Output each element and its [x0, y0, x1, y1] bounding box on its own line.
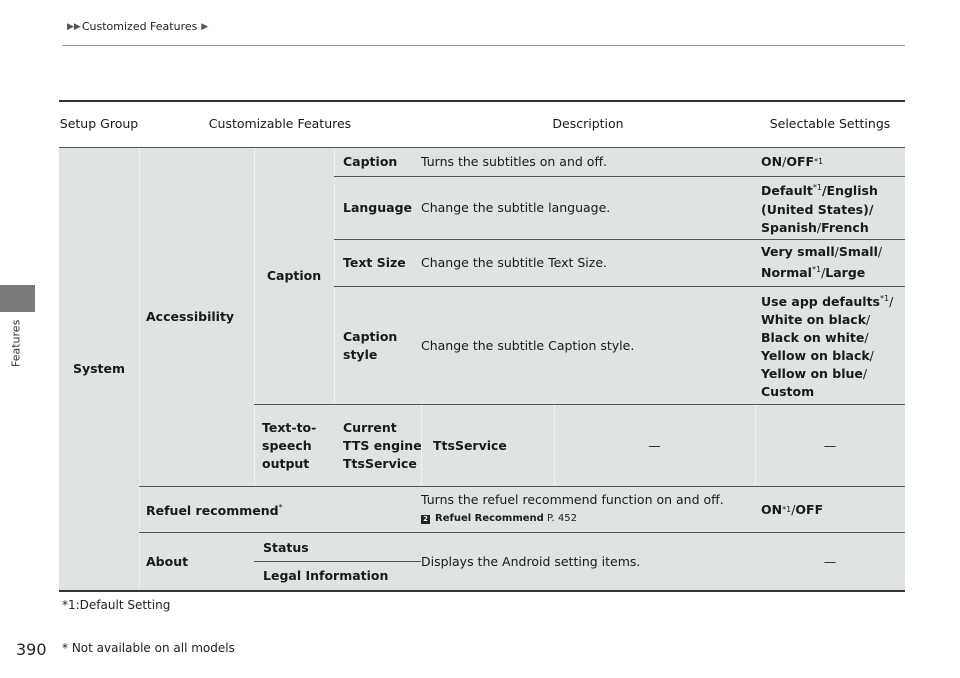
col-sep [334, 148, 335, 403]
group-caption: Caption [266, 267, 322, 283]
feature-caption-style: Caption style [343, 328, 398, 362]
breadcrumb [66, 20, 209, 33]
feature-text-size: Text Size [343, 255, 406, 270]
desc-about: Displays the Android setting items. [421, 553, 641, 569]
tts-engine-label: Current TTS engine TtsService [343, 420, 422, 471]
col-sep [421, 405, 422, 487]
default-setting-note: *1:Default Setting [62, 598, 171, 612]
breadcrumb-section[interactable]: Customized Features [81, 20, 198, 33]
desc-caption-style: Change the subtitle Caption style. [421, 337, 635, 353]
header-rule [62, 45, 905, 46]
arrow-icon: ▶ [198, 21, 209, 32]
feature-refuel: Refuel recommend* [146, 502, 283, 519]
group-system: System [72, 361, 126, 376]
group-about: About [146, 553, 189, 569]
settings-language: Default$^{*1}$/English (United States)/ Spanish/French [761, 183, 878, 235]
group-accessibility: Accessibility [146, 309, 235, 324]
header-description: Description [552, 115, 624, 131]
desc-text-size: Change the subtitle Text Size. [421, 255, 607, 270]
cross-reference[interactable]: 2 Refuel Recommend P. 452 [421, 510, 724, 528]
settings-text-size: Very small/Small/ Normal$^{*1}$/Large [761, 244, 883, 281]
tts-settings: — [823, 438, 837, 453]
availability-footnote: * Not available on all models [62, 641, 235, 655]
desc-language: Change the subtitle language. [421, 200, 611, 215]
feature-caption: Caption [343, 154, 398, 169]
header-features: Customizable Features [208, 115, 352, 131]
settings-caption-style: Use app defaults$^{*1}$/ White on black/ Black on white/ Yellow on black/ Yellow on blue/ Custom [761, 293, 894, 400]
feature-language: Language [343, 200, 413, 215]
settings-about: — [823, 553, 837, 569]
tts-description: — [648, 438, 661, 453]
side-tab [0, 285, 35, 312]
col-sep [139, 148, 140, 590]
reference-arrow-icon: 2 [421, 515, 430, 524]
desc-caption: Turns the subtitles on and off. [421, 154, 608, 169]
arrow-icon: ▶▶ [67, 21, 81, 32]
table-bottom-rule [59, 590, 905, 592]
settings-refuel: ON *1 / OFF [761, 501, 824, 517]
settings-table [59, 100, 905, 591]
about-status: Status [263, 539, 309, 555]
side-tab-label: Features [9, 319, 23, 367]
tts-engine-value: TtsService [433, 438, 507, 453]
settings-caption: ON / OFF *1 [761, 154, 824, 169]
header-settings: Selectable Settings [769, 115, 891, 131]
desc-refuel: Turns the refuel recommend function on and off. 2 Refuel Recommend P. 452 [421, 487, 755, 532]
group-tts: Text-to-speech output [262, 420, 317, 471]
about-legal: Legal Information [263, 568, 389, 583]
header-setup-group: Setup Group [59, 115, 139, 131]
page-number: 390 [16, 640, 47, 659]
